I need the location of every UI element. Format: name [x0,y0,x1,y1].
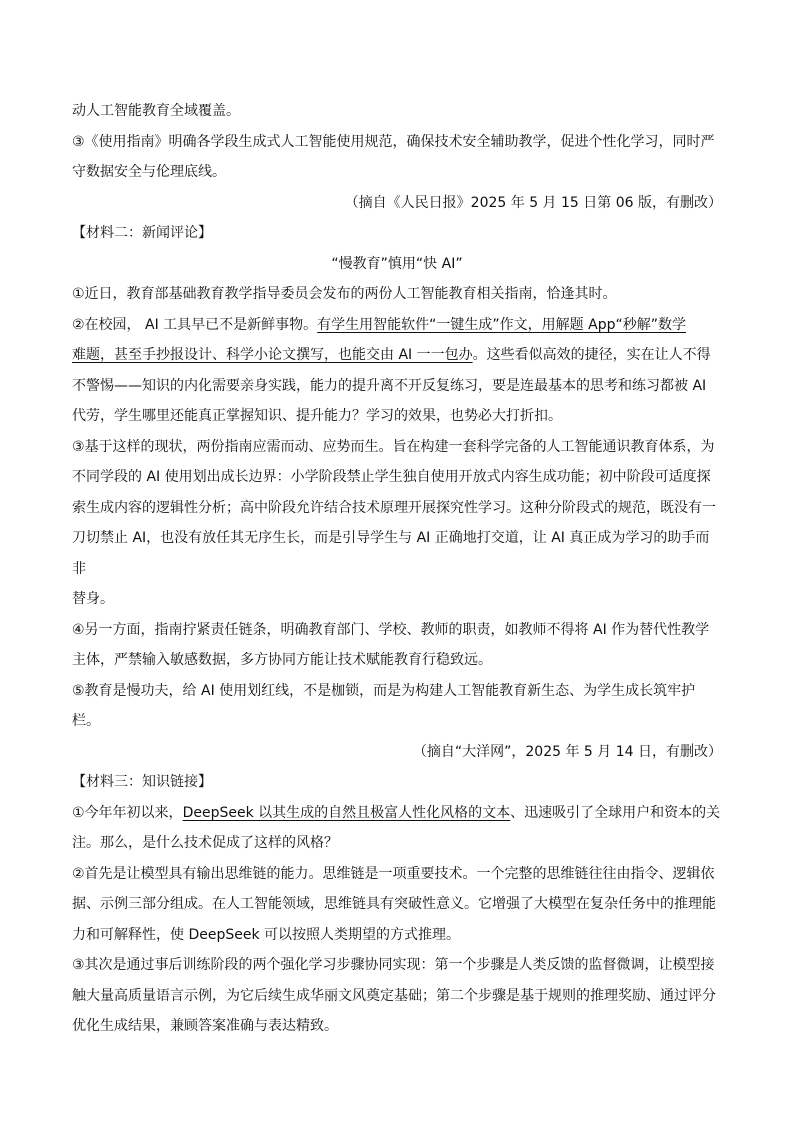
m2-paragraph-2-line-3: 不警惕——知识的内化需要亲身实践，能力的提升离不开反复练习，要是连最基本的思考和练习都被 AI [72,377,707,394]
article-title: “慢教育”慎用“快 AI” [331,255,463,272]
material-3-heading: 【材料三：知识链接】 [72,774,212,790]
m3-paragraph-2-line-2: 据、示例三部分组成。在人工智能领域，思维链具有突破性意义。它增强了大模型在复杂任务中的推理能 [72,896,716,912]
m2-p2-text: ②在校园， AI 工具早已不是新鲜事物。 [72,316,318,333]
intro-paragraph-3-line-1: ③《使用指南》明确各学段生成式人工智能使用规范，确保技术安全辅助教学，促进个性化学习，同时严 [72,133,715,150]
m3-paragraph-2-line-3: 力和可解释性，使 DeepSeek 可以按照人类期望的方式推理。 [72,926,461,943]
m3-paragraph-3-line-3: 优化生成结果，兼顾答案准确与表达精致。 [72,1018,338,1034]
m3-paragraph-3-line-1: ③其次是通过事后训练阶段的两个强化学习步骤协同实现：第一个步骤是人类反馈的监督微调，让模型接 [72,957,715,973]
intro-paragraph-3-line-2: 守数据安全与伦理底线。 [72,164,226,180]
m2-p2-text: 。这些看似高效的捷径，实在让人不得 [472,347,711,363]
source-citation-2: （摘自“大洋网”，2025 年 5 月 14 日，有删改） [412,743,722,760]
source-citation-1: （摘自《人民日报》2025 年 5 月 15 日第 06 版，有删改） [344,194,722,211]
m2-paragraph-4-line-2: 主体，严禁输入敏感数据，多方协同方能让技术赋能教育行稳致远。 [72,652,492,668]
m2-paragraph-2-line-1 [72,310,722,341]
m2-paragraph-3-line-1: ③基于这样的现状，两份指南应需而动、应势而生。旨在构建一套科学完备的人工智能通识教育体系，为 [72,438,715,455]
m3-paragraph-2-line-1: ②首先是让模型具有输出思维链的能力。思维链是一项重要技术。一个完整的思维链往往由指令、逻辑依 [72,865,715,882]
m2-paragraph-1: ①近日，教育部基础教育教学指导委员会发布的两份人工智能教育相关指南，恰逢其时。 [72,286,617,302]
m3-p1-text: ①今年年初以来， [72,804,183,821]
m2-paragraph-3-line-3: 索生成内容的逻辑性分析；高中阶段允许结合技术原理开展探究性学习。这种分阶段式的规范，既没有一 [72,499,716,516]
m2-paragraph-3-line-2: 不同学段的 AI 使用划出成长边界：小学阶段禁止学生独自使用开放式内容生成功能；初中阶段可适度探 [72,469,711,485]
page-content [72,96,722,1042]
m3-paragraph-1-line-1 [72,798,722,829]
m3-paragraph-1-line-2: 注。那么，是什么技术促成了这样的风格？ [72,835,338,851]
underlined-text: 有学生用智能软件“一键生成”作文，用解题 App“秒解”数学 [317,316,686,333]
m2-paragraph-3-line-4: 刀切禁止 AI，也没有放任其无序生长，而是引导学生与 AI 正确地打交道，让 AI 真正成为学习的助手而非 [72,530,710,577]
m3-p1-text: 、迅速吸引了全球用户和资本的关 [510,804,721,821]
m2-paragraph-5-line-2: 栏。 [72,713,100,729]
m3-paragraph-3-line-2: 触大量高质量语言示例，为它后续生成华丽文风奠定基础；第二个步骤是基于规则的推理奖励、通过评分 [72,987,716,1004]
underlined-text: DeepSeek 以其生成的自然且极富人性化风格的文本 [182,804,511,821]
m2-paragraph-2-line-4: 代劳，学生哪里还能真正掌握知识、提升能力？学习的效果，也势必大打折扣。 [72,408,562,424]
material-2-heading: 【材料二：新闻评论】 [72,225,212,241]
m2-paragraph-2-line-2 [72,340,722,371]
m2-paragraph-5-line-1: ⑤教育是慢功夫，给 AI 使用划红线，不是枷锁，而是为构建人工智能教育新生态、为学生成长筑牢护 [72,682,696,699]
underlined-text: 难题，甚至手抄报设计、科学小论文撰写，也能交由 AI 一一包办 [72,347,473,363]
m2-paragraph-3-line-5: 替身。 [72,591,114,607]
intro-line: 动人工智能教育全域覆盖。 [72,103,240,119]
m2-paragraph-4-line-1: ④另一方面，指南拧紧责任链条，明确教育部门、学校、教师的职责，如教师不得将 AI 作为替代性教学 [72,621,710,638]
